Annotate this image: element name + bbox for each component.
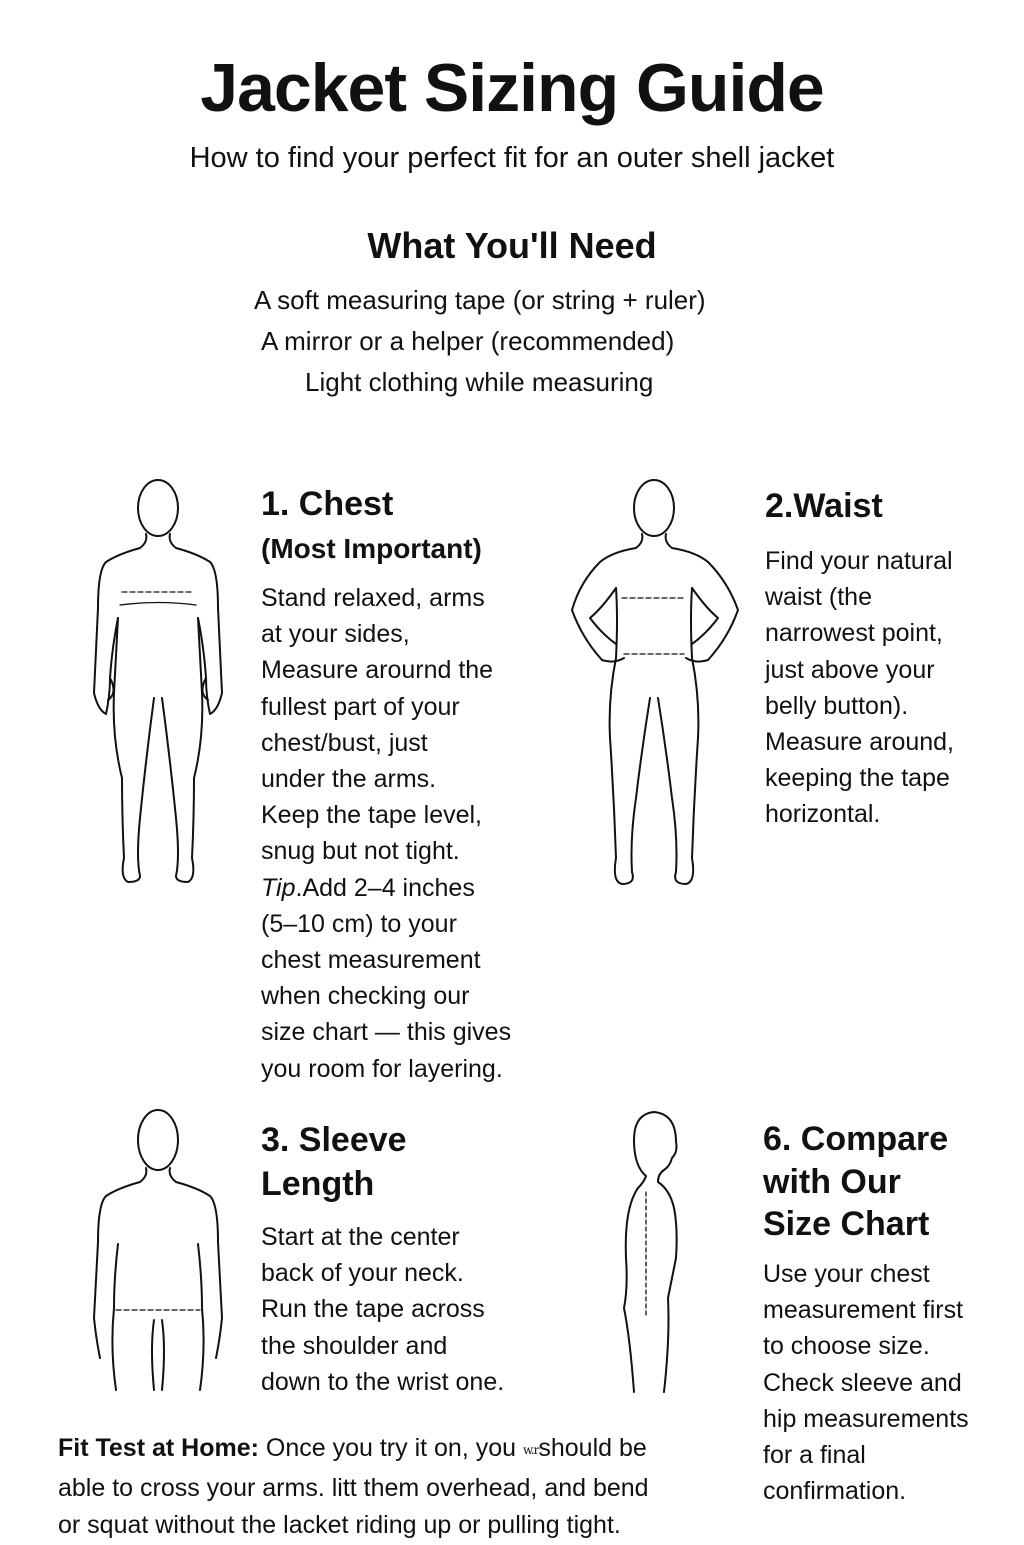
fit-test-text: should be: [538, 1434, 647, 1462]
waist-line: narrowest point,: [765, 619, 943, 648]
chest-instructions: [261, 580, 511, 1087]
sleeve-instructions: [261, 1219, 504, 1400]
fit-test-line: or squat without the lacket riding up or pulling tight.: [58, 1511, 621, 1539]
waist-line: Find your natural: [765, 547, 953, 575]
chest-tip-line: [261, 870, 511, 906]
chest-line: snug but not tight.: [261, 837, 460, 866]
chest-tip-line: chest measurement: [261, 946, 481, 975]
chest-line: at your sides,: [261, 620, 410, 649]
section-title-sleeve: [261, 1118, 407, 1206]
compare-line: hip measurements: [763, 1404, 969, 1433]
waist-line: waist (the: [765, 583, 872, 612]
tip-label: Tip: [261, 873, 296, 902]
sleeve-line: back of your neck.: [261, 1259, 464, 1288]
page-title: Jacket Sizing Guide: [200, 50, 824, 126]
compare-title-line: Size Chart: [763, 1205, 930, 1243]
chest-tip-line: when checking our: [261, 982, 470, 1011]
waist-line: Measure around,: [765, 728, 955, 757]
sleeve-line: the shoulder and: [261, 1331, 448, 1360]
body-side-profile-figure-icon: [614, 1108, 694, 1398]
need-item: Light clothing while measuring: [305, 367, 654, 397]
chest-tip-line: you room for layering.: [261, 1054, 503, 1083]
chest-tip-line: (5–10 cm) to your: [261, 909, 457, 938]
chest-line: under the arms.: [261, 765, 437, 794]
section-title-compare: [763, 1118, 948, 1246]
fit-test-line: able to cross your arms. litt them overhead, and bend: [58, 1473, 649, 1502]
section-title-waist: 2.Waist: [765, 487, 883, 525]
section-title-chest: 1. Chest: [261, 485, 394, 523]
waist-line: keeping the tape: [765, 764, 950, 793]
body-front-sleeve-figure-icon: [88, 1108, 228, 1398]
sleeve-title-line: Length: [261, 1165, 375, 1203]
compare-instructions: [763, 1256, 969, 1509]
waist-instructions: [765, 543, 954, 833]
body-hands-on-hips-figure-icon: [566, 478, 746, 902]
chest-line: fullest part of your: [261, 692, 460, 721]
compare-line: to choose size.: [763, 1332, 930, 1361]
fit-test-text: Once you try it on, you: [258, 1434, 523, 1462]
sleeve-line: Start at the center: [261, 1223, 460, 1251]
page-subtitle: How to find your perfect fit for an outer shell jacket: [189, 142, 835, 174]
compare-line: for a final: [763, 1441, 866, 1470]
compare-title-line: 6. Compare: [763, 1120, 949, 1158]
waist-line: horizontal.: [765, 800, 881, 829]
fit-test-paragraph: [58, 1430, 748, 1545]
compare-line: Use your chest: [763, 1260, 930, 1288]
compare-title-line: with Our: [763, 1162, 901, 1201]
fit-test-line: [58, 1430, 748, 1470]
sleeve-line: down to the wrist one.: [261, 1367, 505, 1396]
waist-line: belly button).: [765, 691, 909, 720]
compare-line: Check sleeve and: [763, 1368, 962, 1397]
waist-line: just above your: [765, 655, 935, 684]
sleeve-title-line: 3. Sleeve: [261, 1121, 407, 1159]
need-item: A soft measuring tape (or string + ruler): [254, 285, 706, 315]
chest-line: chest/bust, just: [261, 728, 428, 757]
compare-line: measurement first: [763, 1296, 964, 1325]
need-item: A mirror or a helper (recommended): [261, 326, 675, 356]
chest-line: Measure arournd the: [261, 656, 494, 685]
fit-test-glitch: w.r: [522, 1443, 539, 1457]
fit-test-label: Fit Test at Home:: [58, 1434, 259, 1462]
compare-line: confirmation.: [763, 1477, 907, 1506]
chest-line: Stand relaxed, arms: [261, 584, 485, 612]
chest-tip-line: size chart — this gives: [261, 1018, 512, 1047]
section-subtitle-chest: (Most Important): [261, 533, 482, 564]
need-heading: What You'll Need: [367, 225, 657, 266]
tip-text: .Add 2–4 inches: [295, 873, 475, 902]
body-front-chest-figure-icon: [88, 478, 228, 898]
chest-line: Keep the tape level,: [261, 801, 482, 830]
sleeve-line: Run the tape across: [261, 1295, 485, 1324]
